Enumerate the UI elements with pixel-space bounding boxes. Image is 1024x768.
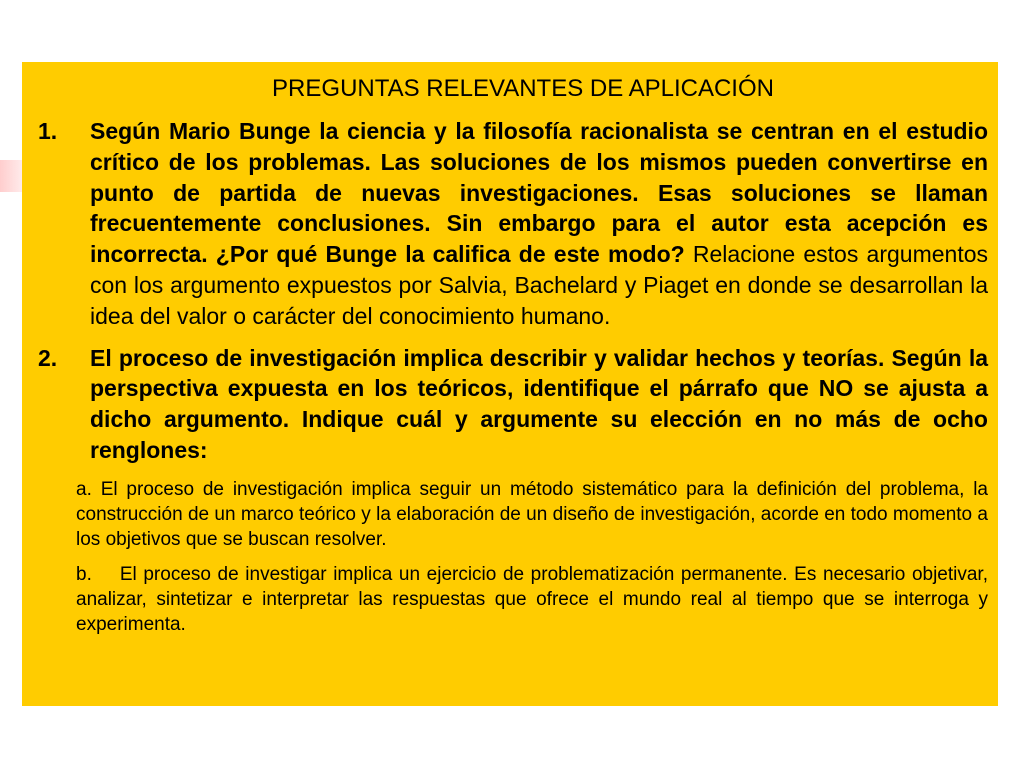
slide-title: PREGUNTAS RELEVANTES DE APLICACIÓN bbox=[272, 75, 774, 102]
question-2 bbox=[34, 343, 988, 466]
option-text: El proceso de investigación implica seguir un método sistemático para la definición del problema, la construcción de un marco teórico y la elaboración de un diseño de investigación, acorde en todo momento a los objetivos que se buscan resolver. bbox=[76, 478, 988, 550]
slide-content-panel bbox=[22, 62, 998, 706]
question-text bbox=[90, 116, 988, 332]
option-b bbox=[76, 562, 988, 637]
option-a bbox=[76, 477, 988, 552]
question-number: 2. bbox=[38, 344, 58, 371]
question-1 bbox=[34, 116, 988, 332]
option-letter: a. bbox=[76, 478, 92, 500]
question-text bbox=[90, 343, 988, 466]
question-number: 1. bbox=[38, 118, 58, 144]
option-letter: b. bbox=[76, 563, 92, 585]
option-text: El proceso de investigar implica un ejercicio de problematización permanente. Es necesario objetivar, analizar, sintetizar e interpretar las respuestas que ofrece el mundo real al tiempo que se interroga y experimenta. bbox=[76, 563, 988, 635]
question-bold-text: Según Mario Bunge la ciencia y la filosofía racionalista se centran en el estudio crítico de los problemas. Las soluciones de los mismos pueden convertirse en punto de partida de nuevas investigaciones. Esas soluciones se llaman frecuentemente conclusiones. Sin embargo para el autor esta acepción es incorrecta. ¿Por qué Bunge la califica de este modo? bbox=[90, 118, 988, 268]
question-bold-text: El proceso de investigación implica describir y validar hechos y teorías. Según la perspectiva expuesta en los teóricos, identifique el párrafo que NO se ajusta a dicho argumento. Indique cuál y argumente su elección en no más de ocho renglones: bbox=[90, 344, 988, 463]
question-normal-text: Relacione estos argumentos con los argumento expuestos por Salvia, Bachelard y Piaget en donde se desarrollan la idea del valor o carácter del conocimiento humano. bbox=[90, 241, 989, 329]
